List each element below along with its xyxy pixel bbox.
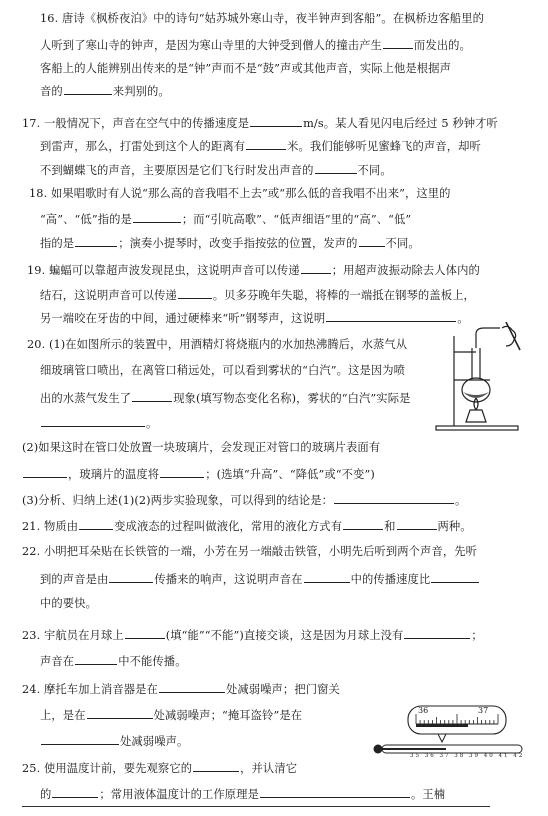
q21-line1: 21. 物质由 变成液态的过程叫做液化，常用的液化方式有 和 两种。 <box>22 520 472 533</box>
q21-blank-3[interactable] <box>397 518 437 530</box>
thermometer-tube <box>368 740 528 764</box>
thermometer-scale-labels: 35 36 37 38 39 40 41 42 <box>410 753 525 759</box>
q20-line7: (3)分析、归纳上述(1)(2)两步实验现象，可以得到的结论是： 。 <box>22 494 467 507</box>
q24-blank-2[interactable] <box>87 707 153 719</box>
q20-line2: 细玻璃管口喷出，在离管口稍远处，可以看到雾状的“白汽”。这是因为喷 <box>40 364 406 377</box>
q16-line2: 人听到了寒山寺的钟声，是因为寒山寺里的大钟受到僧人的撞击产生 而发出的。 <box>40 39 471 52</box>
q23-blank-3[interactable] <box>75 653 117 665</box>
q22-line1: 22. 小明把耳朵贴在长铁管的一端，小芳在另一端敲击铁管，小明先后听到两个声音，先听 <box>22 545 478 558</box>
q24-blank-1[interactable] <box>159 681 225 693</box>
q20-line6: ，玻璃片的温度将 ；(选填“升高”、“降低”或“不变”) <box>22 466 375 482</box>
q20-blank-1[interactable] <box>132 390 172 402</box>
q17-line1: 17. 一般情况下，声音在空气中的传播速度是 m/s。某人看见闪电后经过 5 秒钟才听 <box>22 117 498 130</box>
q23-blank-2[interactable] <box>404 627 470 639</box>
q19-line3: 另一端咬在牙齿的中间，通过硬棒来“听”钢琴声，这说明 。 <box>40 312 469 325</box>
q17-blank-2[interactable] <box>246 138 286 150</box>
q18-blank-2[interactable] <box>75 235 117 247</box>
q18-blank-3[interactable] <box>359 235 385 247</box>
q20-line1: 20. (1)在如图所示的装置中，用酒精灯将烧瓶内的水加热沸腾后，水蒸气从 <box>27 338 408 351</box>
q16-blank-1[interactable] <box>383 37 413 49</box>
q24-line3: 处减弱噪声。 <box>40 733 188 749</box>
alcohol-lamp <box>466 410 486 422</box>
q24-line1: 24. 摩托车加上消音器是在 处减弱噪声；把门窗关 <box>22 683 340 696</box>
q18-line1: 18. 如果唱歌时有人说“那么高的音我唱不上去”或“那么低的音我唱不出来”，这里的 <box>29 187 451 200</box>
stand-base <box>436 426 518 430</box>
q18-blank-1[interactable] <box>133 211 181 223</box>
glass-tube <box>476 328 500 348</box>
q20-blank-3[interactable] <box>23 466 67 478</box>
q25-line1: 25. 使用温度计前，要先观察它的 ，并认清它 <box>22 762 298 775</box>
q21-blank-1[interactable] <box>79 518 113 530</box>
q25-blank-3[interactable] <box>260 786 410 798</box>
thermometer-body <box>368 740 528 764</box>
q25-blank-2[interactable] <box>52 786 98 798</box>
lamp-flame <box>474 398 478 410</box>
q25-line2: 的 ；常用液体温度计的工作原理是 。王楠 <box>40 788 446 801</box>
q19-blank-1[interactable] <box>301 262 331 274</box>
magnified-ticks <box>416 714 498 724</box>
page-bottom-rule <box>22 806 490 807</box>
flask-water <box>463 392 489 398</box>
q17-line2: 到雷声，那么，打雷处到这个人的距离有 米。我们能够听见蜜蜂飞的声音，却听 <box>40 140 481 153</box>
q20-line3: 出的水蒸气发生了 现象(填写物态变化名称)，雾状的“白汽”实际是 <box>40 392 411 405</box>
q20-line4: 。 <box>40 415 157 431</box>
q20-blank-5[interactable] <box>334 492 454 504</box>
magnified-label-36: 36 <box>418 706 429 715</box>
q22-blank-3[interactable] <box>431 571 479 583</box>
q18-line2: “高”、“低”指的是 ；而“引吭高歌”、“低声细语”里的“高”、“低” <box>40 213 412 226</box>
q16-line3: 客船上的人能辨别出传来的是“钟”声而不是“鼓”声或其他声音，实际上他是根据声 <box>40 62 451 75</box>
q19-line2: 结石，这说明声音可以传递 。贝多芬晚年失聪，将棒的一端抵在钢琴的盖板上， <box>40 289 475 302</box>
q24-line2: 上，是在 处减弱噪声；“掩耳盗铃”是在 <box>40 709 303 722</box>
q17-blank-1[interactable] <box>250 115 302 127</box>
magnified-liquid <box>416 724 468 727</box>
thermometer-bulb <box>374 745 383 754</box>
q18-line3: 指的是 ；演奏小提琴时，改变手指按弦的位置，发声的 不同。 <box>40 237 420 250</box>
q22-line2: 到的声音是由 传播来的响声，这说明声音在 中的传播速度比 <box>40 571 480 587</box>
q16-blank-2[interactable] <box>64 83 112 95</box>
q23-line2: 声音在 中不能传播。 <box>40 655 187 668</box>
q16-line4: 音的 来判别的。 <box>40 85 170 98</box>
q23-blank-1[interactable] <box>125 627 165 639</box>
q24-blank-3[interactable] <box>41 733 119 745</box>
q23-line1: 23. 宇航员在月球上 (填“能”“不能”)直接交谈，这是因为月球上没有 ； <box>22 629 483 642</box>
q22-line3: 中的要快。 <box>40 597 97 610</box>
q17-blank-3[interactable] <box>315 162 357 174</box>
q22-blank-2[interactable] <box>304 571 350 583</box>
q21-blank-2[interactable] <box>343 518 383 530</box>
q20-blank-4[interactable] <box>160 466 204 478</box>
q17-line3: 不到蝴蝶飞的声音，主要原因是它们飞行时发出声音的 不同。 <box>40 164 392 177</box>
q20-line5: (2)如果这时在管口处放置一块玻璃片，会发现正对管口的玻璃片表面有 <box>22 441 381 454</box>
q19-blank-3[interactable] <box>326 310 456 322</box>
q19-line1: 19. 蝙蝠可以靠超声波发现昆虫，这说明声音可以传递 ；用超声波振动除去人体内的 <box>27 264 480 277</box>
magnified-label-37: 37 <box>478 706 489 715</box>
boiling-flask-apparatus-figure <box>428 322 524 434</box>
q19-blank-2[interactable] <box>178 287 212 299</box>
q20-blank-2[interactable] <box>41 415 145 427</box>
thermometer-liquid <box>382 748 446 750</box>
q22-blank-1[interactable] <box>109 571 153 583</box>
q25-blank-1[interactable] <box>193 760 239 772</box>
q16-line1: 16. 唐诗《枫桥夜泊》中的诗句“姑苏城外寒山寺，夜半钟声到客船”。在枫桥边客船里的 <box>40 12 484 25</box>
